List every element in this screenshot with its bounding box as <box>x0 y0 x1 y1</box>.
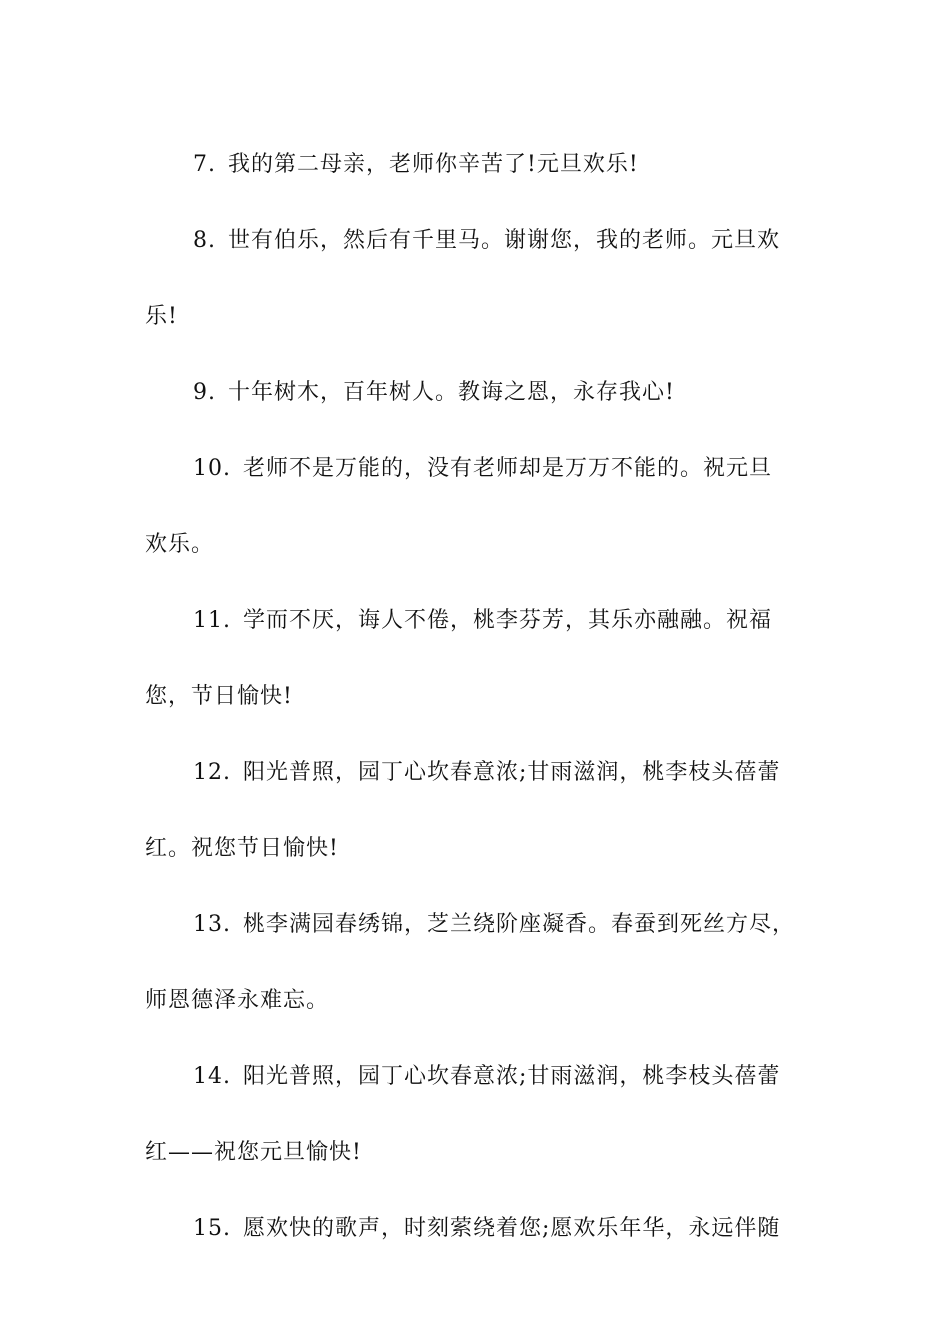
item-text: 阳光普照，园丁心坎春意浓;甘雨滋润，桃李枝头蓓蕾 <box>243 760 781 785</box>
list-item <box>145 735 809 887</box>
item-line-continuation: 师恩德泽永难忘。 <box>145 988 330 1013</box>
item-line-first <box>145 735 809 811</box>
item-number: 9. <box>193 380 216 405</box>
item-line-first <box>145 887 809 963</box>
item-line-first <box>145 203 809 279</box>
item-line-continuation: 您，节日愉快! <box>145 684 293 709</box>
list-item <box>145 1039 809 1191</box>
item-text: 愿欢快的歌声，时刻萦绕着您;愿欢乐年华，永远伴随 <box>243 1216 781 1241</box>
list-item <box>145 1191 809 1267</box>
item-line-continuation: 红——祝您元旦愉快! <box>145 1140 362 1165</box>
document-body <box>145 127 809 1267</box>
item-line-continuation: 欢乐。 <box>145 532 215 557</box>
list-item <box>145 203 809 355</box>
item-number: 7. <box>193 152 216 177</box>
item-number: 15. <box>193 1216 231 1241</box>
item-text: 世有伯乐，然后有千里马。谢谢您，我的老师。元旦欢 <box>228 228 781 253</box>
item-text: 学而不厌，诲人不倦，桃李芬芳，其乐亦融融。祝福 <box>243 608 773 633</box>
list-item <box>145 431 809 583</box>
item-text: 阳光普照，园丁心坎春意浓;甘雨滋润，桃李枝头蓓蕾 <box>243 1064 781 1089</box>
item-line-first <box>145 1191 809 1267</box>
list-item <box>145 887 809 1039</box>
item-text: 我的第二母亲，老师你辛苦了!元旦欢乐! <box>228 152 639 177</box>
item-line-continuation: 乐! <box>145 304 178 329</box>
list-item <box>145 355 809 431</box>
item-line-first <box>145 1039 809 1115</box>
item-number: 11. <box>193 608 231 633</box>
item-number: 8. <box>193 228 216 253</box>
item-line-continuation: 红。祝您节日愉快! <box>145 836 339 861</box>
item-line-first <box>145 127 809 203</box>
item-line-first <box>145 431 809 507</box>
list-item <box>145 583 809 735</box>
item-text: 桃李满园春绣锦，芝兰绕阶座凝香。春蚕到死丝方尽， <box>243 912 796 937</box>
item-number: 13. <box>193 912 231 937</box>
item-text: 老师不是万能的，没有老师却是万万不能的。祝元旦 <box>243 456 773 481</box>
item-line-first <box>145 355 809 431</box>
item-line-first <box>145 583 809 659</box>
item-text: 十年树木，百年树人。教诲之恩，永存我心! <box>228 380 675 405</box>
item-number: 10. <box>193 456 231 481</box>
item-number: 12. <box>193 760 231 785</box>
list-item <box>145 127 809 203</box>
item-number: 14. <box>193 1064 231 1089</box>
